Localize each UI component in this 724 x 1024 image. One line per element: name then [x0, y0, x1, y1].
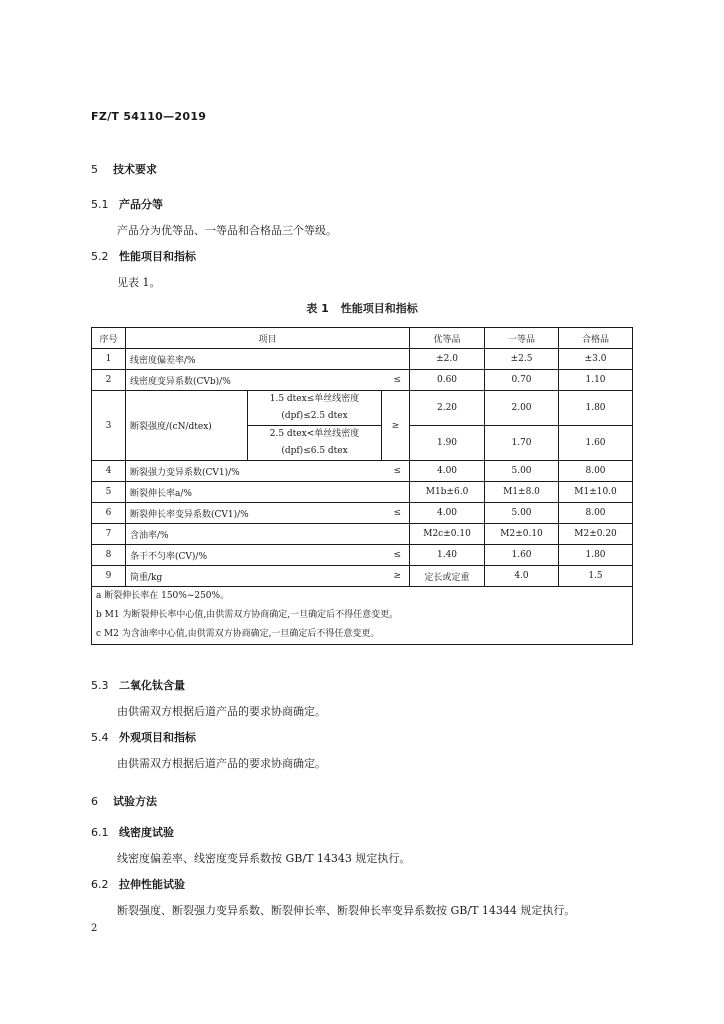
- row-grade-first: 1.60: [485, 545, 559, 566]
- row-item-symbol: ≤: [393, 466, 402, 476]
- row-item-label: 线密度偏差率/%: [130, 355, 196, 366]
- row-item-label: 断裂强度/(cN/dtex): [126, 391, 248, 461]
- row-grade-qualified: 1.60: [559, 426, 633, 461]
- header-item: 项目: [126, 328, 410, 349]
- performance-table: [91, 327, 633, 645]
- row-no: 6: [92, 503, 126, 524]
- row-grade-premium: 1.90: [410, 426, 485, 461]
- section-title: 性能项目和指标: [119, 250, 196, 263]
- row-item: [126, 482, 410, 503]
- table-row: [92, 391, 633, 426]
- page-number: 2: [91, 923, 98, 934]
- section-5-2-heading: [91, 248, 196, 264]
- row-grade-qualified: M2±0.20: [559, 524, 633, 545]
- section-title: 试验方法: [113, 795, 157, 808]
- subitem-line-1: 2.5 dtex<单丝线密度: [269, 429, 360, 439]
- row-grade-first: M2±0.10: [485, 524, 559, 545]
- row-grade-first: 2.00: [485, 391, 559, 426]
- section-6-1-heading: [91, 824, 174, 840]
- row-item-symbol: ≤: [393, 375, 402, 385]
- section-number: 5: [91, 163, 98, 176]
- row-no: 3: [92, 391, 126, 461]
- section-5-heading: [91, 161, 157, 177]
- row-grade-premium: ±2.0: [410, 349, 485, 370]
- section-5-1-heading: [91, 196, 163, 212]
- row-item-label: 筒重/kg: [130, 572, 163, 583]
- row-grade-premium: M1b±6.0: [410, 482, 485, 503]
- row-no: 4: [92, 461, 126, 482]
- table-note: b M1 为断裂伸长率中心值,由供需双方协商确定,一旦确定后不得任意变更。: [96, 610, 399, 620]
- row-grade-first: 5.00: [485, 503, 559, 524]
- row-item: [126, 349, 410, 370]
- table-note: a 断裂伸长率在 150%~250%。: [96, 591, 230, 601]
- header-grade-first: 一等品: [485, 328, 559, 349]
- header-grade-premium: 优等品: [410, 328, 485, 349]
- section-title: 拉伸性能试验: [119, 878, 185, 891]
- row-grade-qualified: 1.5: [559, 566, 633, 587]
- row-item-label: 含油率/%: [130, 530, 169, 541]
- section-title: 二氧化钛含量: [119, 679, 185, 692]
- subitem-line-1: 1.5 dtex≤单丝线密度: [269, 394, 360, 404]
- row-no: 7: [92, 524, 126, 545]
- section-title: 外观项目和指标: [119, 731, 196, 744]
- row-no: 2: [92, 370, 126, 391]
- section-title: 线密度试验: [119, 826, 174, 839]
- row-grade-qualified: 1.10: [559, 370, 633, 391]
- row-grade-premium: M2c±0.10: [410, 524, 485, 545]
- row-item-symbol: ≥: [393, 571, 402, 581]
- document-header: FZ/T 54110—2019: [91, 110, 207, 123]
- row-grade-first: M1±8.0: [485, 482, 559, 503]
- row-grade-qualified: M1±10.0: [559, 482, 633, 503]
- row-grade-qualified: 8.00: [559, 503, 633, 524]
- section-number: 5.4: [91, 731, 109, 744]
- table-row: [92, 503, 633, 524]
- section-6-2-text: 断裂强度、断裂强力变异系数、断裂伸长率、断裂伸长率变异系数按 GB/T 14344 规定执行。: [117, 904, 576, 917]
- section-number: 6: [91, 795, 98, 808]
- table-caption-number: 表 1: [306, 302, 329, 315]
- row-item-label: 断裂伸长率a/%: [130, 488, 192, 499]
- row-subitem: [248, 391, 382, 426]
- section-number: 5.1: [91, 198, 109, 211]
- row-no: 5: [92, 482, 126, 503]
- row-item-symbol: ≥: [382, 391, 410, 461]
- row-item-symbol: ≤: [393, 550, 402, 560]
- table-header-row: [92, 328, 633, 349]
- table-caption-title: 性能项目和指标: [340, 302, 418, 315]
- row-grade-premium: 0.60: [410, 370, 485, 391]
- row-item: [126, 566, 410, 587]
- row-no: 8: [92, 545, 126, 566]
- row-grade-first: 1.70: [485, 426, 559, 461]
- row-item-label: 断裂强力变异系数(CV1)/%: [130, 467, 240, 478]
- row-grade-qualified: 1.80: [559, 391, 633, 426]
- row-grade-premium: 2.20: [410, 391, 485, 426]
- section-6-heading: [91, 793, 157, 809]
- table-notes: [92, 587, 633, 645]
- section-5-3-text: 由供需双方根据后道产品的要求协商确定。: [117, 705, 326, 718]
- row-item: [126, 370, 410, 391]
- row-grade-qualified: 8.00: [559, 461, 633, 482]
- row-item-symbol: ≤: [393, 508, 402, 518]
- row-grade-premium: 1.40: [410, 545, 485, 566]
- section-number: 6.2: [91, 878, 109, 891]
- table-row: [92, 524, 633, 545]
- row-grade-qualified: ±3.0: [559, 349, 633, 370]
- row-item: [126, 545, 410, 566]
- section-5-1-text: 产品分为优等品、一等品和合格品三个等级。: [117, 224, 337, 237]
- table-notes-row: [92, 587, 633, 645]
- row-no: 9: [92, 566, 126, 587]
- table-row: [92, 349, 633, 370]
- section-number: 6.1: [91, 826, 109, 839]
- subitem-line-2: (dpf)≤2.5 dtex: [281, 411, 348, 421]
- row-item-label: 线密度变异系数(CVb)/%: [130, 376, 231, 387]
- row-no: 1: [92, 349, 126, 370]
- section-6-2-heading: [91, 876, 185, 892]
- row-item: [126, 524, 410, 545]
- row-grade-first: 5.00: [485, 461, 559, 482]
- table-caption: [0, 300, 724, 316]
- row-grade-first: 0.70: [485, 370, 559, 391]
- row-subitem: [248, 426, 382, 461]
- section-number: 5.3: [91, 679, 109, 692]
- row-grade-first: 4.0: [485, 566, 559, 587]
- table-row: [92, 566, 633, 587]
- row-grade-first: ±2.5: [485, 349, 559, 370]
- row-grade-qualified: 1.80: [559, 545, 633, 566]
- row-grade-premium: 4.00: [410, 461, 485, 482]
- table-row: [92, 370, 633, 391]
- row-item: [126, 503, 410, 524]
- table-row: [92, 461, 633, 482]
- section-title: 技术要求: [113, 163, 157, 176]
- header-no: 序号: [92, 328, 126, 349]
- table-note: c M2 为含油率中心值,由供需双方协商确定,一旦确定后不得任意变更。: [96, 629, 380, 639]
- table-row: [92, 482, 633, 503]
- row-grade-premium: 4.00: [410, 503, 485, 524]
- section-5-3-heading: [91, 677, 185, 693]
- section-5-2-text: 见表 1。: [117, 276, 161, 289]
- row-item: [126, 461, 410, 482]
- subitem-line-2: (dpf)≤6.5 dtex: [281, 446, 348, 456]
- section-5-4-heading: [91, 729, 196, 745]
- section-6-1-text: 线密度偏差率、线密度变异系数按 GB/T 14343 规定执行。: [117, 852, 411, 865]
- table-row: [92, 545, 633, 566]
- section-5-4-text: 由供需双方根据后道产品的要求协商确定。: [117, 757, 326, 770]
- section-title: 产品分等: [119, 198, 163, 211]
- row-grade-premium: 定长或定重: [410, 566, 485, 587]
- section-number: 5.2: [91, 250, 109, 263]
- row-item-label: 条干不匀率(CV)/%: [130, 551, 207, 562]
- row-item-label: 断裂伸长率变异系数(CV1)/%: [130, 509, 249, 520]
- header-grade-qualified: 合格品: [559, 328, 633, 349]
